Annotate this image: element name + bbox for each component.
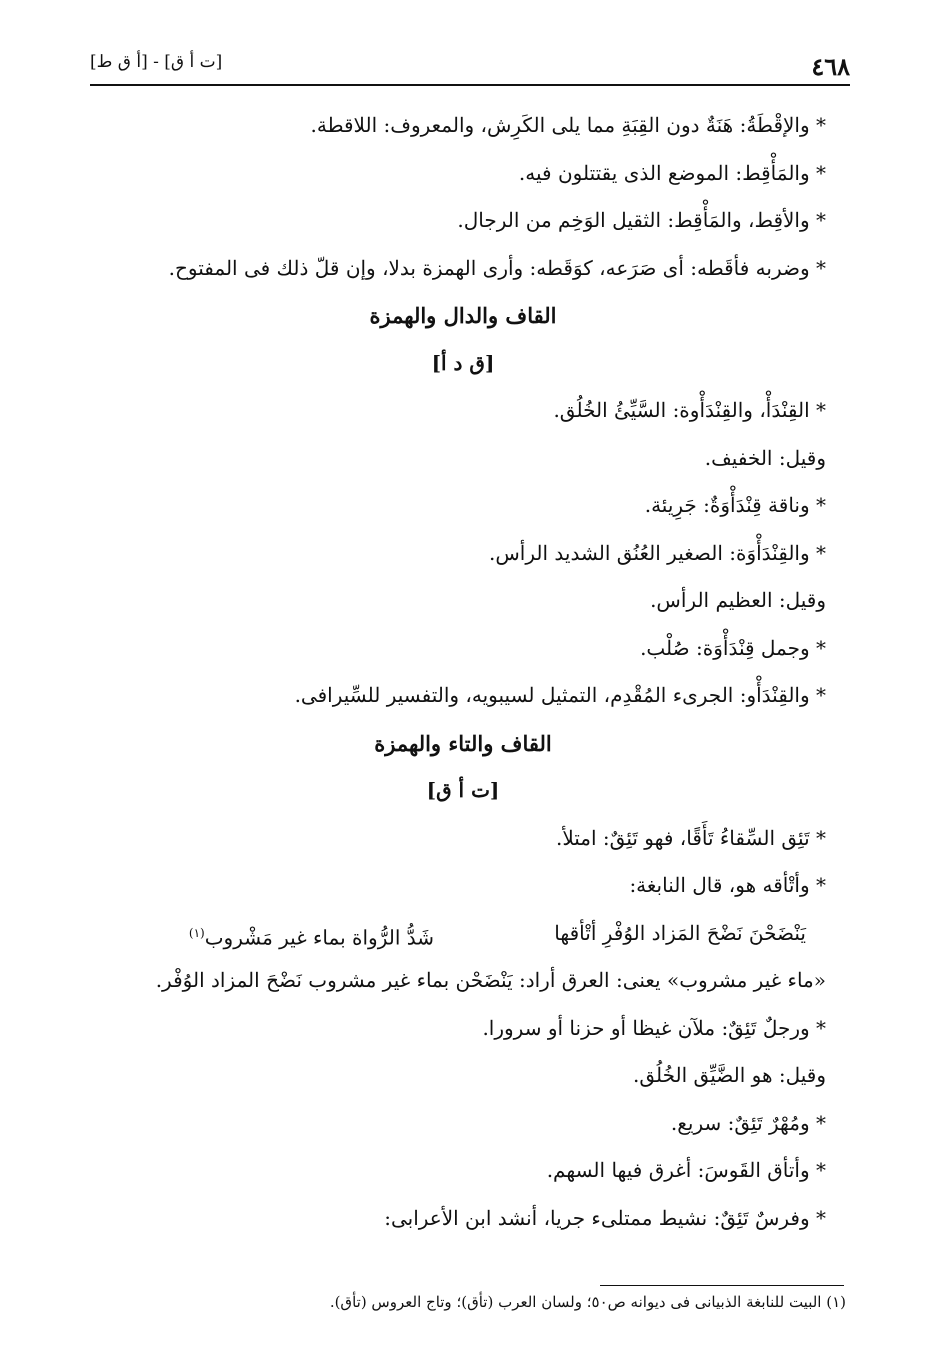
page-number: ٤٦٨ [811, 52, 850, 81]
dictionary-entry: * وجمل قِنْدَأْوَة: صُلْب. [640, 635, 826, 660]
dictionary-entry: * ورجلٌ تَئِقٌ: ملآن غيظا أو حزنا أو سرورا. [482, 1015, 826, 1040]
section-title: القاف والتاء والهمزة [374, 730, 552, 756]
verse-line [100, 910, 826, 958]
dictionary-entry: * والمَأْقِط: الموضع الذى يقتتلون فيه. [518, 160, 826, 185]
dictionary-entry: * وأتأق القَوسَ: أغرق فيها السهم. [546, 1158, 826, 1182]
dictionary-entry: * وناقة قِنْدَأْوَةٌ: جَرِيئة. [644, 493, 826, 517]
dictionary-entry: * ومُهْرٌ تَئِقٌ: سريع. [670, 1110, 826, 1135]
verse-second-hemistich [189, 910, 434, 962]
verse-first-hemistich: يَنْضَحْنَ نَضْحَ المَزاد الوُفْرِ أتْأقها [554, 920, 806, 945]
gloss-line: «ماء غير مشروب» يعنى: العرق أراد: يَنْضَحْن بماء غير مشروب نَضْحَ المزاد الوُفْر. [155, 968, 826, 992]
dictionary-entry: * والأقِط، والمَأْقِط: الثقيل الوَخِم من الرجال. [457, 208, 826, 232]
footnote-marker: (١) [188, 925, 205, 940]
gloss-line: وقيل: هو الضَّيِّق الخُلُق. [632, 1063, 826, 1087]
body-text [100, 102, 826, 1242]
root-heading: [ت أ ق] [426, 778, 500, 802]
dictionary-entry: * والقِنْدَأْوَة: الصغير العُنُق الشديد الرأس. [489, 540, 826, 565]
footnote-divider [600, 1285, 844, 1286]
dictionary-entry: * القِنْدَأْ، والقِنْدَأْوة: السَّيِّئُ الخُلُق. [553, 398, 826, 422]
section-title: القاف والدال والهمزة [369, 303, 557, 328]
header-root-range: [أ ق ط] - [ت أ ق] [90, 52, 223, 72]
dictionary-entry: * تَئِق السِّقاءُ تَأَقًا، فهو تَئِقٌ: امتلأ. [555, 825, 826, 850]
gloss-line: وقيل: الخفيف. [704, 445, 826, 470]
gloss-line: وقيل: العظيم الرأس. [650, 588, 826, 612]
dictionary-entry: * والإقْطَةُ: هَنَةٌ دون القِبَةِ مما يلى الكَرِش، والمعروف: اللاقطة. [310, 113, 826, 137]
dictionary-entry: * والقِنْدَأْو: الجرىء المُقْدِم، التمثيل لسيبويه، والتفسير للسِّيرافى. [294, 683, 826, 707]
footnote: (١) البيت للنابغة الذبيانى فى ديوانه ص٥٠؛ ولسان العرب (تأق)؛ وتاج العروس (تأق). [329, 1293, 846, 1311]
running-header [90, 44, 850, 86]
verse-second-hemistich-text: شَدُّ الرُّواة بماء غير مَشْروب [204, 925, 434, 950]
dictionary-entry: * وأتْأقه هو، قال النابغة: [629, 873, 826, 897]
dictionary-entry: * وفرسٌ تَئِقٌ: نشيط ممتلىء جريا، أنشد ابن الأعرابى: [384, 1205, 826, 1230]
root-heading: [ق د أ] [431, 350, 495, 375]
dictionary-entry: * وضربه فأقَطه: أى صَرَعه، كوَقَطه: وأرى الهمزة بدلا، وإن قلّ ذلك فى المفتوح. [168, 255, 826, 280]
